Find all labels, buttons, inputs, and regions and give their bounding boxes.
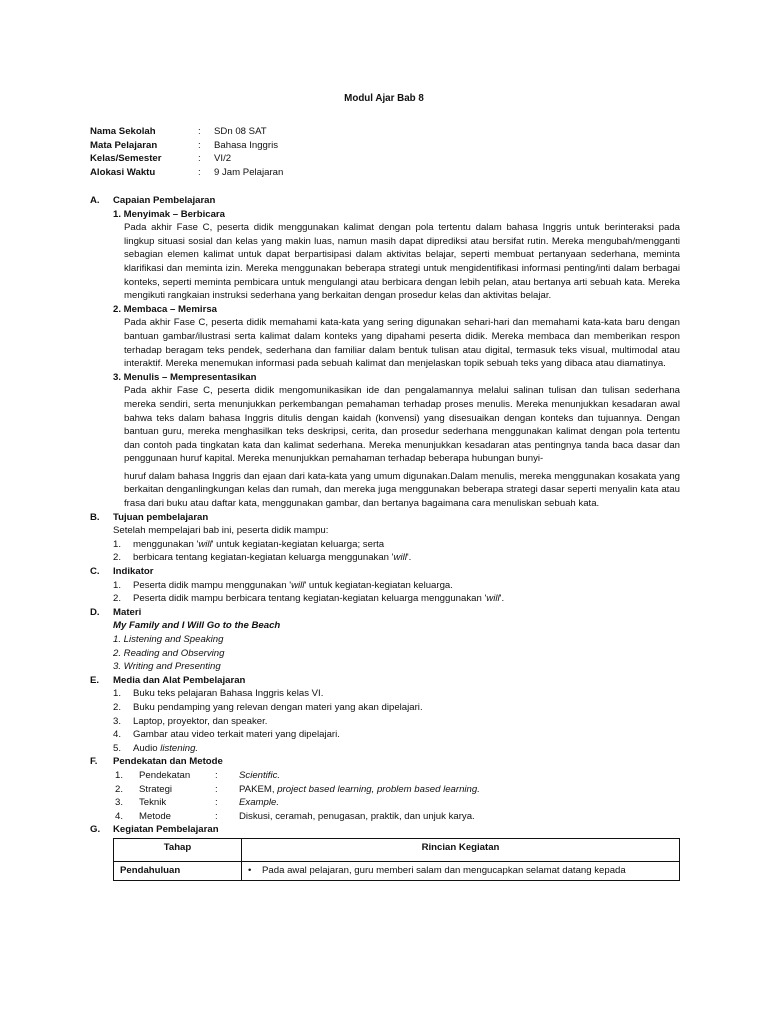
- document-body: [90, 194, 680, 881]
- media-list: [113, 687, 680, 755]
- section-letter: A.: [90, 195, 100, 206]
- subsection-heading: 1. Menyimak – Berbicara: [113, 208, 225, 220]
- material-topic: My Family and I Will Go to the Beach: [113, 620, 281, 632]
- item-number: 1.: [113, 538, 122, 550]
- info-key: Nama Sekolah: [90, 126, 156, 137]
- section-d-heading: [90, 606, 680, 620]
- section-title: Indikator: [113, 566, 154, 578]
- method-value: PAKEM, project based learning, problem based learning.: [239, 783, 480, 795]
- section-letter: C.: [90, 566, 100, 578]
- item-text: Audio listening.: [133, 742, 199, 754]
- list-item: [113, 728, 680, 742]
- item-text: Peserta didik mampu menggunakan 'will' untuk kegiatan-kegiatan keluarga.: [133, 579, 453, 591]
- section-c-heading: [90, 565, 680, 579]
- section-letter: E.: [90, 674, 100, 686]
- info-value: SDn 08 SAT: [214, 126, 267, 137]
- info-key: Alokasi Waktu: [90, 166, 156, 178]
- document-title: Modul Ajar Bab 8: [344, 93, 424, 104]
- item-number: 3.: [113, 715, 122, 727]
- item-text: Peserta didik mampu berbicara tentang kegiatan-kegiatan keluarga menggunakan 'will'.: [133, 593, 505, 605]
- method-row: [113, 796, 680, 810]
- table-row: [114, 861, 680, 880]
- list-item: [113, 715, 680, 729]
- info-colon: :: [198, 139, 201, 151]
- subsection-heading: 2. Membaca – Memirsa: [113, 303, 217, 315]
- list-item: [113, 551, 680, 565]
- table-cell-detail: [242, 861, 680, 880]
- table-header: Rincian Kegiatan: [242, 838, 680, 861]
- item-number: 1.: [113, 579, 122, 591]
- method-key: Strategi: [139, 783, 173, 795]
- item-number: 2.: [115, 783, 124, 795]
- section-intro: Setelah mempelajari bab ini, peserta didik mampu:: [113, 525, 329, 537]
- paragraph: Pada akhir Fase C, peserta didik memahami kata-kata yang sering digunakan sehari-hari dan memahami kata-kata baru dengan bantuan gambar/ilustrasi serta kalimat dalam konteks yang dipahami peserta didik. Mereka membaca dan memberikan respon terhadap beragam teks pendek, sederhana dan familiar dalam bentuk tulisan atau digital, termasuk teks visual, multimodal atau interaktif. Mereka menemukan informasi pada sebuah kalimat dan menjelaskan topik sebuah teks yang dibaca atau diamatinya.: [124, 317, 680, 370]
- item-text: Laptop, proyektor, dan speaker.: [133, 715, 268, 727]
- indicator-list: [113, 579, 680, 606]
- section-f-heading: [90, 755, 680, 769]
- method-colon: :: [215, 783, 218, 795]
- material-item: 1. Listening and Speaking: [113, 634, 224, 645]
- info-row-class: [90, 152, 283, 166]
- section-a-heading: [90, 194, 680, 208]
- section-letter: B.: [90, 511, 100, 523]
- school-info: [90, 125, 283, 179]
- section-letter: F.: [90, 756, 98, 768]
- item-text: Buku pendamping yang relevan dengan materi yang akan dipelajari.: [133, 701, 423, 713]
- item-text: menggunakan 'will' untuk kegiatan-kegiatan keluarga; serta: [133, 538, 385, 550]
- method-value: Example.: [239, 797, 279, 809]
- section-title: Pendekatan dan Metode: [113, 756, 223, 768]
- item-text: berbicara tentang kegiatan-kegiatan keluarga menggunakan 'will'.: [133, 552, 412, 564]
- item-number: 1.: [113, 688, 122, 700]
- info-colon: :: [198, 126, 201, 137]
- info-row-school: [90, 125, 283, 139]
- table-header-row: [114, 838, 680, 861]
- section-title: Kegiatan Pembelajaran: [113, 824, 219, 836]
- section-b-heading: [90, 511, 680, 525]
- item-number: 3.: [115, 797, 124, 809]
- item-text: Gambar atau video terkait materi yang dipelajari.: [133, 729, 340, 741]
- paragraph: Pada akhir Fase C, peserta didik mengomunikasikan ide dan pengalamannya melalui salinan tulisan dan tulisan sederhana mereka sendiri, serta menunjukkan perkembangan pemahaman terhadap proses menulis. Mereka menunjukkan kesadaran awal bahwa teks dalam bahasa Inggris ditulis dengan kaidah (konvensi) yang disesuaikan dengan konteks dan tujuannya. Dengan bantuan guru, mereka menghasilkan teks deskripsi, cerita, dan prosedur sederhana menggunakan kalimat dengan pola tertentu dan contoh pada tingkatan kata dan kalimat sederhana. Mereka menunjukkan kesadaran atas pentingnya tanda baca dasar dan penggunaan huruf kapital. Mereka menunjukkan pemahaman terhadap beberapa hubungan bunyi-: [124, 385, 680, 465]
- item-number: 2.: [113, 593, 122, 605]
- list-item: [113, 742, 680, 756]
- method-key: Teknik: [139, 797, 167, 809]
- method-colon: :: [215, 769, 218, 781]
- detail-text: Pada awal pelajaran, guru memberi salam dan mengucapkan selamat datang kepada: [262, 864, 626, 876]
- section-title: Media dan Alat Pembelajaran: [113, 674, 246, 686]
- section-e-heading: [90, 674, 680, 688]
- list-item: [113, 701, 680, 715]
- info-row-time: [90, 166, 283, 180]
- paragraph: huruf dalam bahasa Inggris dan ejaan dari kata-kata yang umum digunakan.Dalam menulis, mereka menggunakan kosakata yang berkaitan denganlingkungan kelas dan rumah, dan mereka juga menggunakan beberapa strategi dasar seperti menyalin kata atau frasa dari buku atau daftar kata, menggunakan gambar, dan bertanya bagaimana cara menuliskan sebuah kata.: [124, 470, 680, 510]
- method-colon: :: [215, 797, 218, 809]
- section-letter: G.: [90, 824, 101, 836]
- section-title: Materi: [113, 606, 142, 618]
- method-row: [113, 783, 680, 797]
- info-colon: :: [198, 166, 201, 178]
- list-item: [113, 579, 680, 593]
- info-value: Bahasa Inggris: [214, 139, 278, 151]
- method-row: [113, 769, 680, 783]
- section-letter: D.: [90, 606, 100, 618]
- method-value: Diskusi, ceramah, penugasan, praktik, dan unjuk karya.: [239, 810, 475, 822]
- item-number: 2.: [113, 552, 122, 564]
- table-header: Tahap: [114, 838, 242, 861]
- info-colon: :: [198, 153, 201, 165]
- method-colon: :: [215, 810, 218, 822]
- objective-list: [113, 538, 680, 565]
- item-number: 1.: [115, 769, 124, 781]
- paragraph: Pada akhir Fase C, peserta didik menggunakan kalimat dengan pola tertentu dalam bahasa Inggris untuk berinteraksi pada lingkup situasi sosial dan kelas yang makin luas, namun masih dapat diprediksi atau bersifat rutin. Mereka mengubah/mengganti sebagian elemen kalimat untuk dapat berpartisipasi dalam aktivitas belajar, seperti membuat pertanyaan sederhana, meminta klarifikasi dan meminta izin. Mereka menggunakan beberapa strategi untuk mengidentifikasi informasi penting/inti dalam berbagai konteks, seperti meminta pembicara untuk mengulangi atau berbicara dengan lebih pelan, atau bertanya arti sebuah kata. Mereka mengikuti rangkaian instruksi sederhana yang berkaitan dengan prosedur kelas dan aktivitas belajar.: [124, 222, 680, 302]
- section-title: Tujuan pembelajaran: [113, 511, 209, 523]
- list-item: [113, 592, 680, 606]
- method-key: Pendekatan: [139, 769, 191, 781]
- method-row: [113, 810, 680, 824]
- item-number: 5.: [113, 742, 122, 754]
- activity-table: [113, 838, 680, 881]
- list-item: [113, 538, 680, 552]
- item-number: 2.: [113, 701, 122, 713]
- list-item: [113, 687, 680, 701]
- section-title: Capaian Pembelajaran: [113, 195, 216, 206]
- info-value: 9 Jam Pelajaran: [214, 166, 284, 178]
- item-number: 4.: [115, 810, 124, 822]
- info-row-subject: [90, 139, 283, 153]
- material-item: 3. Writing and Presenting: [113, 661, 221, 673]
- method-value: Scientific.: [239, 769, 281, 781]
- info-key: Mata Pelajaran: [90, 139, 158, 151]
- item-number: 4.: [113, 729, 122, 741]
- info-value: VI/2: [214, 153, 232, 165]
- info-key: Kelas/Semester: [90, 153, 162, 165]
- method-key: Metode: [139, 810, 171, 822]
- bullet-icon: •: [248, 864, 252, 876]
- subsection-heading: 3. Menulis – Mempresentasikan: [113, 371, 257, 383]
- section-g-heading: [90, 823, 680, 837]
- material-item: 2. Reading and Observing: [113, 647, 225, 659]
- table-cell-stage: Pendahuluan: [114, 861, 242, 880]
- item-text: Buku teks pelajaran Bahasa Inggris kelas VI.: [133, 688, 324, 700]
